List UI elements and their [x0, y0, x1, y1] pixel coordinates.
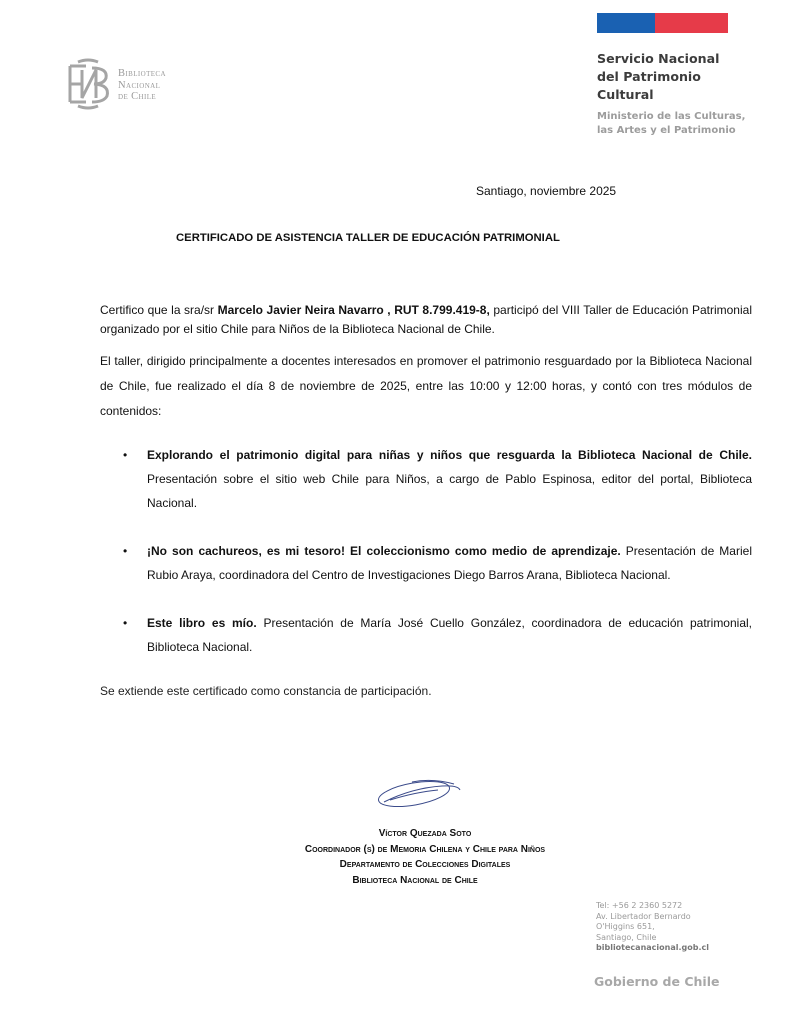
signer-name: Víctor Quezada Soto	[378, 828, 472, 839]
module-item	[100, 443, 752, 515]
module-description: Presentación de María José Cuello González, coordinadora de educación patrimonial, Biblioteca Nacional.	[147, 616, 752, 654]
ministry-name	[597, 110, 745, 138]
certification-suffix: participó del VIII Taller de Educación Patrimonial organizado por el sitio Chile para Niños de la Biblioteca Nacional de Chile.	[100, 303, 752, 336]
signer-institution: Biblioteca Nacional de Chile	[352, 874, 478, 886]
module-item	[100, 611, 752, 659]
module-title: Este libro es mío.	[147, 616, 257, 630]
flag-red-segment	[655, 13, 728, 33]
ministry-line: Ministerio de las Culturas,	[597, 111, 746, 122]
closing-statement: Se extiende este certificado como constancia de participación.	[100, 684, 432, 698]
certification-paragraph	[100, 301, 752, 339]
bullet-icon: •	[123, 544, 128, 558]
document-title: CERTIFICADO DE ASISTENCIA TALLER DE EDUCACIÓN PATRIMONIAL	[176, 232, 560, 244]
contact-address-line: O'Higgins 651,	[596, 922, 655, 931]
contact-info	[596, 901, 709, 954]
library-name	[118, 68, 166, 103]
ministry-line: las Artes y el Patrimonio	[597, 125, 736, 136]
document-date: Santiago, noviembre 2025	[476, 184, 617, 198]
participant-name-rut: Marcelo Javier Neira Navarro , RUT 8.799.419-8,	[217, 303, 490, 317]
module-description: Presentación de Mariel Rubio Araya, coordinadora del Centro de Investigaciones Diego Barros Arana, Biblioteca Nacional.	[147, 544, 752, 582]
government-logo-text: Gobierno de Chile	[594, 974, 720, 989]
library-name-line: Biblioteca	[118, 68, 166, 79]
modules-list	[100, 443, 752, 683]
contact-address-line: Santiago, Chile	[596, 932, 657, 942]
institution-name-line: Servicio Nacional	[597, 51, 720, 66]
library-name-line: Nacional	[118, 79, 161, 91]
signer-department: Departamento de Colecciones Digitales	[339, 859, 511, 870]
module-title: ¡No son cachureos, es mi tesoro! El coleccionismo como medio de aprendizaje.	[147, 544, 621, 558]
bullet-icon: •	[123, 616, 128, 630]
government-flag-bar	[597, 13, 728, 33]
institution-name	[597, 50, 745, 104]
workshop-description: El taller, dirigido principalmente a docentes interesados en promover el patrimonio resguardado por la Biblioteca Nacional de Chile, fue realizado el día 8 de noviembre de 2025, entre las 10:00 y 12:00 horas, y contó con tres módulos de contenidos:	[100, 354, 752, 418]
institution-name-line: Cultural	[597, 87, 654, 102]
module-item	[100, 539, 752, 587]
website-link[interactable]: bibliotecanacional.gob.cl	[596, 943, 709, 952]
certification-prefix: Certifico que la sra/sr	[100, 303, 218, 317]
biblioteca-nacional-logo	[64, 58, 184, 110]
contact-phone: Tel: +56 2 2360 5272	[596, 901, 683, 910]
contact-address-line: Av. Libertador Bernardo	[596, 911, 691, 921]
handwritten-signature-icon	[372, 774, 472, 814]
bullet-icon: •	[123, 448, 128, 462]
module-title: Explorando el patrimonio digital para niñas y niños que resguarda la Biblioteca Nacional de Chile.	[147, 448, 752, 462]
institution-name-line: del Patrimonio	[597, 69, 701, 84]
library-name-line: de Chile	[118, 91, 157, 102]
signer-position: Coordinador (s) de Memoria Chilena y Chile para Niños	[304, 843, 546, 855]
institution-block	[597, 50, 745, 138]
signer-block	[270, 826, 580, 888]
bn-monogram-icon	[64, 58, 112, 110]
flag-blue-segment	[597, 13, 655, 33]
module-description: Presentación sobre el sitio web Chile para Niños, a cargo de Pablo Espinosa, editor del portal, Biblioteca Nacional.	[147, 472, 752, 510]
